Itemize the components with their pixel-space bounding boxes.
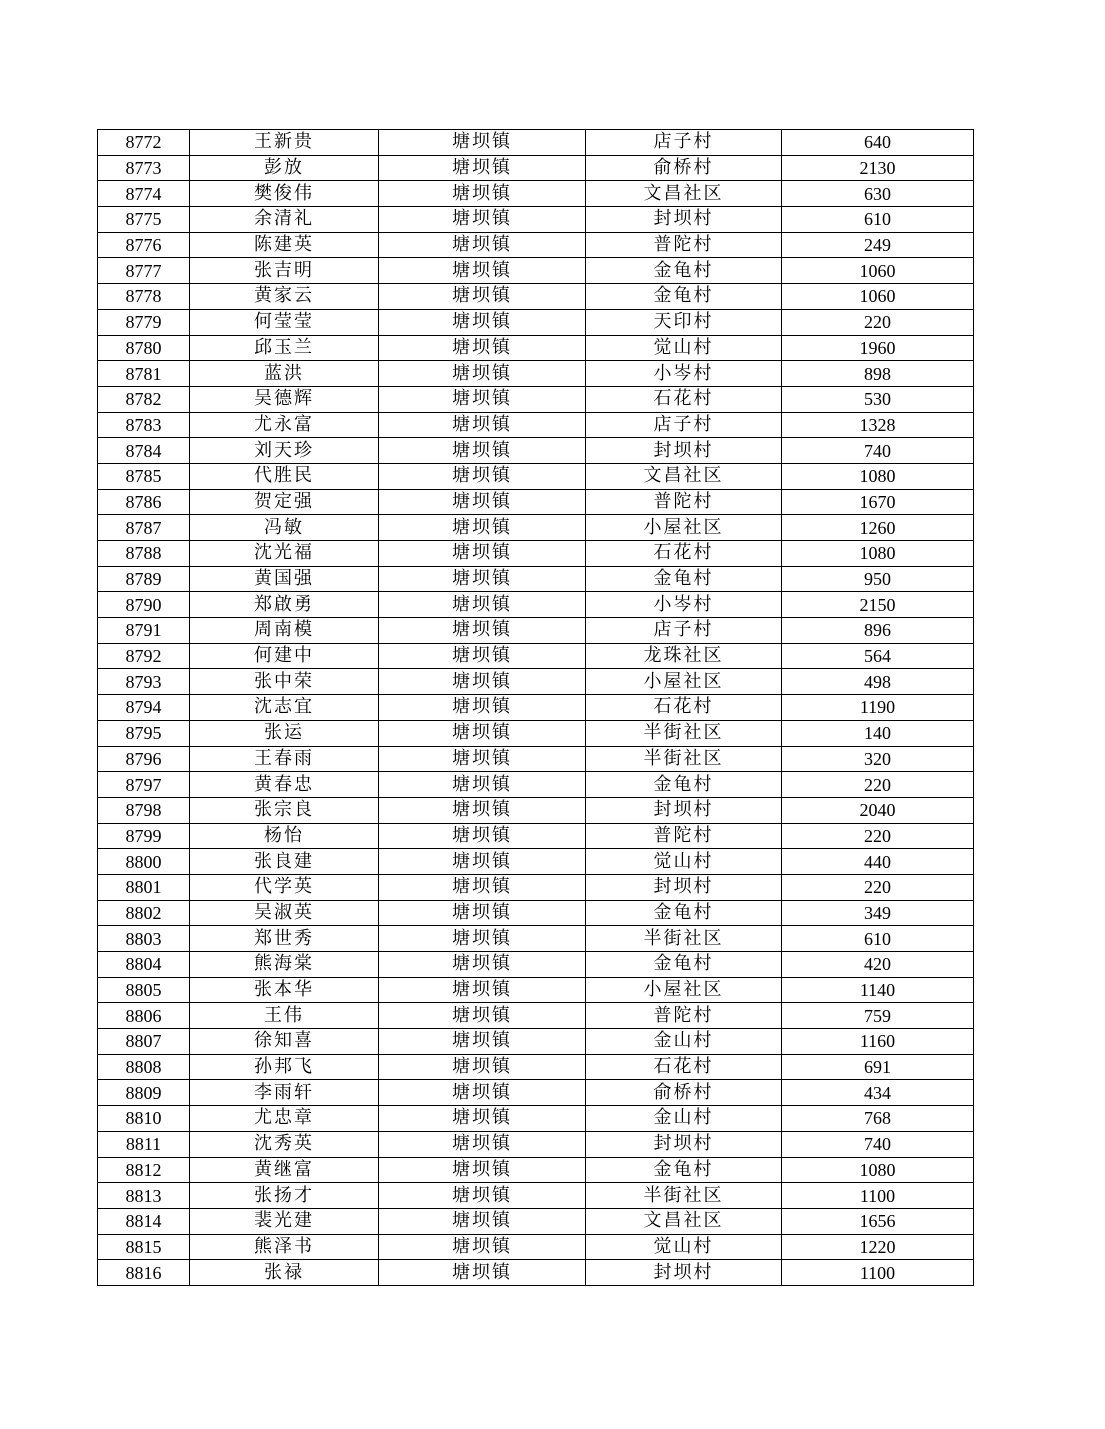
cell-person-name: 李雨轩 (190, 1080, 379, 1106)
table-row (98, 900, 974, 926)
cell-serial-number: 8814 (98, 1208, 190, 1234)
table-row (98, 1003, 974, 1029)
cell-village: 小屋社区 (586, 977, 782, 1003)
cell-town: 塘坝镇 (379, 438, 586, 464)
cell-town: 塘坝镇 (379, 1003, 586, 1029)
cell-town: 塘坝镇 (379, 1131, 586, 1157)
cell-village: 觉山村 (586, 849, 782, 875)
cell-amount: 320 (782, 746, 974, 772)
cell-serial-number: 8811 (98, 1131, 190, 1157)
cell-village: 封坝村 (586, 1260, 782, 1286)
table-row (98, 772, 974, 798)
cell-town: 塘坝镇 (379, 515, 586, 541)
cell-amount: 1100 (782, 1183, 974, 1209)
cell-town: 塘坝镇 (379, 592, 586, 618)
cell-amount: 220 (782, 772, 974, 798)
cell-town: 塘坝镇 (379, 797, 586, 823)
cell-town: 塘坝镇 (379, 1080, 586, 1106)
cell-village: 金龟村 (586, 1157, 782, 1183)
cell-amount: 740 (782, 438, 974, 464)
table-row (98, 155, 974, 181)
cell-town: 塘坝镇 (379, 181, 586, 207)
cell-person-name: 贺定强 (190, 489, 379, 515)
cell-person-name: 余清礼 (190, 207, 379, 233)
cell-serial-number: 8787 (98, 515, 190, 541)
cell-amount: 1080 (782, 1157, 974, 1183)
cell-village: 金龟村 (586, 258, 782, 284)
cell-person-name: 王新贵 (190, 130, 379, 156)
table-row (98, 695, 974, 721)
cell-amount: 1060 (782, 258, 974, 284)
cell-serial-number: 8779 (98, 309, 190, 335)
cell-village: 封坝村 (586, 207, 782, 233)
cell-serial-number: 8773 (98, 155, 190, 181)
cell-town: 塘坝镇 (379, 207, 586, 233)
cell-amount: 420 (782, 952, 974, 978)
cell-amount: 1060 (782, 284, 974, 310)
cell-town: 塘坝镇 (379, 232, 586, 258)
cell-person-name: 吴淑英 (190, 900, 379, 926)
cell-town: 塘坝镇 (379, 130, 586, 156)
cell-serial-number: 8813 (98, 1183, 190, 1209)
cell-town: 塘坝镇 (379, 155, 586, 181)
cell-town: 塘坝镇 (379, 386, 586, 412)
cell-person-name: 张扬才 (190, 1183, 379, 1209)
cell-person-name: 彭放 (190, 155, 379, 181)
cell-village: 石花村 (586, 1054, 782, 1080)
table-row (98, 361, 974, 387)
cell-person-name: 黄国强 (190, 566, 379, 592)
cell-person-name: 刘天珍 (190, 438, 379, 464)
cell-village: 金龟村 (586, 284, 782, 310)
table-row (98, 489, 974, 515)
cell-serial-number: 8776 (98, 232, 190, 258)
cell-town: 塘坝镇 (379, 849, 586, 875)
cell-village: 普陀村 (586, 232, 782, 258)
cell-town: 塘坝镇 (379, 618, 586, 644)
table-row (98, 412, 974, 438)
cell-serial-number: 8790 (98, 592, 190, 618)
cell-serial-number: 8791 (98, 618, 190, 644)
cell-person-name: 郑世秀 (190, 926, 379, 952)
cell-town: 塘坝镇 (379, 1106, 586, 1132)
cell-village: 小屋社区 (586, 515, 782, 541)
cell-town: 塘坝镇 (379, 258, 586, 284)
cell-serial-number: 8789 (98, 566, 190, 592)
cell-village: 普陀村 (586, 1003, 782, 1029)
cell-amount: 1080 (782, 463, 974, 489)
cell-village: 文昌社区 (586, 1208, 782, 1234)
cell-amount: 349 (782, 900, 974, 926)
cell-amount: 220 (782, 309, 974, 335)
cell-town: 塘坝镇 (379, 977, 586, 1003)
cell-amount: 1328 (782, 412, 974, 438)
cell-village: 文昌社区 (586, 463, 782, 489)
cell-person-name: 沈志宜 (190, 695, 379, 721)
table-row (98, 746, 974, 772)
table-row (98, 438, 974, 464)
cell-village: 店子村 (586, 618, 782, 644)
cell-town: 塘坝镇 (379, 746, 586, 772)
data-table-container (97, 129, 973, 1286)
cell-person-name: 邱玉兰 (190, 335, 379, 361)
cell-amount: 1220 (782, 1234, 974, 1260)
table-row (98, 669, 974, 695)
cell-amount: 220 (782, 823, 974, 849)
cell-person-name: 代胜民 (190, 463, 379, 489)
cell-serial-number: 8774 (98, 181, 190, 207)
subsidy-table (97, 129, 974, 1286)
cell-serial-number: 8809 (98, 1080, 190, 1106)
cell-serial-number: 8793 (98, 669, 190, 695)
cell-village: 石花村 (586, 695, 782, 721)
cell-town: 塘坝镇 (379, 361, 586, 387)
cell-amount: 1260 (782, 515, 974, 541)
cell-serial-number: 8802 (98, 900, 190, 926)
table-row (98, 1208, 974, 1234)
table-row (98, 874, 974, 900)
cell-amount: 768 (782, 1106, 974, 1132)
cell-person-name: 黄继富 (190, 1157, 379, 1183)
cell-amount: 691 (782, 1054, 974, 1080)
cell-town: 塘坝镇 (379, 566, 586, 592)
table-row (98, 284, 974, 310)
cell-serial-number: 8815 (98, 1234, 190, 1260)
table-row (98, 1131, 974, 1157)
cell-village: 石花村 (586, 541, 782, 567)
cell-person-name: 何建中 (190, 643, 379, 669)
cell-person-name: 黄家云 (190, 284, 379, 310)
cell-town: 塘坝镇 (379, 1260, 586, 1286)
table-row (98, 566, 974, 592)
cell-village: 小岑村 (586, 592, 782, 618)
table-row (98, 181, 974, 207)
cell-town: 塘坝镇 (379, 952, 586, 978)
cell-amount: 896 (782, 618, 974, 644)
cell-serial-number: 8803 (98, 926, 190, 952)
cell-town: 塘坝镇 (379, 1029, 586, 1055)
cell-person-name: 孙邦飞 (190, 1054, 379, 1080)
cell-person-name: 张中荣 (190, 669, 379, 695)
cell-person-name: 郑啟勇 (190, 592, 379, 618)
cell-town: 塘坝镇 (379, 1157, 586, 1183)
cell-serial-number: 8797 (98, 772, 190, 798)
cell-person-name: 尤永富 (190, 412, 379, 438)
table-row (98, 1260, 974, 1286)
cell-serial-number: 8783 (98, 412, 190, 438)
cell-person-name: 尤忠章 (190, 1106, 379, 1132)
cell-amount: 249 (782, 232, 974, 258)
table-row (98, 849, 974, 875)
cell-amount: 434 (782, 1080, 974, 1106)
cell-serial-number: 8782 (98, 386, 190, 412)
cell-village: 金龟村 (586, 772, 782, 798)
table-row (98, 823, 974, 849)
cell-village: 金山村 (586, 1106, 782, 1132)
cell-town: 塘坝镇 (379, 926, 586, 952)
table-row (98, 309, 974, 335)
cell-serial-number: 8785 (98, 463, 190, 489)
cell-person-name: 王春雨 (190, 746, 379, 772)
cell-serial-number: 8804 (98, 952, 190, 978)
cell-amount: 610 (782, 926, 974, 952)
cell-village: 封坝村 (586, 797, 782, 823)
cell-person-name: 吴德辉 (190, 386, 379, 412)
cell-amount: 140 (782, 720, 974, 746)
cell-town: 塘坝镇 (379, 874, 586, 900)
cell-town: 塘坝镇 (379, 643, 586, 669)
cell-amount: 898 (782, 361, 974, 387)
cell-serial-number: 8794 (98, 695, 190, 721)
cell-town: 塘坝镇 (379, 335, 586, 361)
cell-person-name: 张宗良 (190, 797, 379, 823)
cell-person-name: 代学英 (190, 874, 379, 900)
table-row (98, 1183, 974, 1209)
cell-serial-number: 8786 (98, 489, 190, 515)
cell-person-name: 沈光福 (190, 541, 379, 567)
table-row (98, 952, 974, 978)
cell-serial-number: 8780 (98, 335, 190, 361)
cell-amount: 1960 (782, 335, 974, 361)
cell-amount: 2040 (782, 797, 974, 823)
cell-town: 塘坝镇 (379, 1054, 586, 1080)
cell-person-name: 裴光建 (190, 1208, 379, 1234)
cell-amount: 1160 (782, 1029, 974, 1055)
cell-village: 店子村 (586, 412, 782, 438)
cell-village: 金龟村 (586, 900, 782, 926)
cell-serial-number: 8805 (98, 977, 190, 1003)
cell-person-name: 沈秀英 (190, 1131, 379, 1157)
cell-village: 普陀村 (586, 489, 782, 515)
cell-serial-number: 8795 (98, 720, 190, 746)
cell-amount: 759 (782, 1003, 974, 1029)
cell-amount: 640 (782, 130, 974, 156)
cell-person-name: 冯敏 (190, 515, 379, 541)
cell-village: 小屋社区 (586, 669, 782, 695)
table-row (98, 386, 974, 412)
cell-serial-number: 8777 (98, 258, 190, 284)
cell-village: 小岑村 (586, 361, 782, 387)
cell-serial-number: 8798 (98, 797, 190, 823)
table-row (98, 207, 974, 233)
cell-amount: 950 (782, 566, 974, 592)
cell-village: 半街社区 (586, 1183, 782, 1209)
cell-town: 塘坝镇 (379, 669, 586, 695)
cell-village: 天印村 (586, 309, 782, 335)
table-row (98, 1080, 974, 1106)
cell-person-name: 熊泽书 (190, 1234, 379, 1260)
cell-amount: 2150 (782, 592, 974, 618)
cell-person-name: 王伟 (190, 1003, 379, 1029)
cell-serial-number: 8799 (98, 823, 190, 849)
cell-amount: 220 (782, 874, 974, 900)
cell-village: 封坝村 (586, 438, 782, 464)
cell-amount: 1080 (782, 541, 974, 567)
cell-amount: 610 (782, 207, 974, 233)
cell-serial-number: 8781 (98, 361, 190, 387)
cell-village: 俞桥村 (586, 155, 782, 181)
cell-serial-number: 8784 (98, 438, 190, 464)
cell-person-name: 张运 (190, 720, 379, 746)
cell-serial-number: 8778 (98, 284, 190, 310)
cell-amount: 1656 (782, 1208, 974, 1234)
table-row (98, 618, 974, 644)
cell-serial-number: 8816 (98, 1260, 190, 1286)
cell-person-name: 张禄 (190, 1260, 379, 1286)
table-body (98, 130, 974, 1286)
cell-town: 塘坝镇 (379, 309, 586, 335)
table-row (98, 1054, 974, 1080)
cell-serial-number: 8801 (98, 874, 190, 900)
cell-village: 文昌社区 (586, 181, 782, 207)
cell-amount: 498 (782, 669, 974, 695)
cell-person-name: 樊俊伟 (190, 181, 379, 207)
table-row (98, 463, 974, 489)
cell-serial-number: 8800 (98, 849, 190, 875)
cell-village: 半街社区 (586, 746, 782, 772)
cell-village: 半街社区 (586, 926, 782, 952)
cell-person-name: 张吉明 (190, 258, 379, 284)
cell-person-name: 杨怡 (190, 823, 379, 849)
table-row (98, 926, 974, 952)
table-row (98, 643, 974, 669)
cell-person-name: 张本华 (190, 977, 379, 1003)
cell-amount: 1670 (782, 489, 974, 515)
cell-village: 石花村 (586, 386, 782, 412)
table-row (98, 232, 974, 258)
table-row (98, 1157, 974, 1183)
cell-village: 龙珠社区 (586, 643, 782, 669)
cell-town: 塘坝镇 (379, 695, 586, 721)
cell-town: 塘坝镇 (379, 489, 586, 515)
table-row (98, 541, 974, 567)
cell-amount: 2130 (782, 155, 974, 181)
table-row (98, 720, 974, 746)
cell-village: 半街社区 (586, 720, 782, 746)
cell-person-name: 周南模 (190, 618, 379, 644)
cell-village: 金龟村 (586, 566, 782, 592)
cell-town: 塘坝镇 (379, 720, 586, 746)
cell-amount: 440 (782, 849, 974, 875)
cell-serial-number: 8807 (98, 1029, 190, 1055)
cell-village: 金山村 (586, 1029, 782, 1055)
cell-amount: 1190 (782, 695, 974, 721)
cell-person-name: 徐知喜 (190, 1029, 379, 1055)
cell-town: 塘坝镇 (379, 1183, 586, 1209)
table-row (98, 797, 974, 823)
cell-amount: 1140 (782, 977, 974, 1003)
cell-town: 塘坝镇 (379, 541, 586, 567)
cell-amount: 530 (782, 386, 974, 412)
cell-village: 觉山村 (586, 1234, 782, 1260)
cell-village: 封坝村 (586, 874, 782, 900)
cell-person-name: 何莹莹 (190, 309, 379, 335)
table-row (98, 130, 974, 156)
cell-village: 金龟村 (586, 952, 782, 978)
table-row (98, 1234, 974, 1260)
table-row (98, 335, 974, 361)
cell-amount: 1100 (782, 1260, 974, 1286)
cell-town: 塘坝镇 (379, 412, 586, 438)
cell-town: 塘坝镇 (379, 463, 586, 489)
cell-serial-number: 8796 (98, 746, 190, 772)
cell-village: 俞桥村 (586, 1080, 782, 1106)
table-row (98, 977, 974, 1003)
cell-person-name: 熊海棠 (190, 952, 379, 978)
cell-person-name: 蓝洪 (190, 361, 379, 387)
cell-village: 封坝村 (586, 1131, 782, 1157)
cell-town: 塘坝镇 (379, 1234, 586, 1260)
table-row (98, 258, 974, 284)
cell-person-name: 黄春忠 (190, 772, 379, 798)
cell-village: 觉山村 (586, 335, 782, 361)
cell-serial-number: 8810 (98, 1106, 190, 1132)
cell-amount: 564 (782, 643, 974, 669)
table-row (98, 1106, 974, 1132)
table-row (98, 515, 974, 541)
cell-village: 普陀村 (586, 823, 782, 849)
cell-town: 塘坝镇 (379, 284, 586, 310)
cell-town: 塘坝镇 (379, 1208, 586, 1234)
cell-serial-number: 8812 (98, 1157, 190, 1183)
table-row (98, 592, 974, 618)
cell-serial-number: 8806 (98, 1003, 190, 1029)
cell-amount: 630 (782, 181, 974, 207)
cell-village: 店子村 (586, 130, 782, 156)
cell-amount: 740 (782, 1131, 974, 1157)
cell-town: 塘坝镇 (379, 823, 586, 849)
table-row (98, 1029, 974, 1055)
cell-serial-number: 8775 (98, 207, 190, 233)
cell-town: 塘坝镇 (379, 772, 586, 798)
cell-serial-number: 8808 (98, 1054, 190, 1080)
cell-person-name: 陈建英 (190, 232, 379, 258)
cell-serial-number: 8788 (98, 541, 190, 567)
cell-serial-number: 8792 (98, 643, 190, 669)
cell-town: 塘坝镇 (379, 900, 586, 926)
cell-serial-number: 8772 (98, 130, 190, 156)
cell-person-name: 张良建 (190, 849, 379, 875)
